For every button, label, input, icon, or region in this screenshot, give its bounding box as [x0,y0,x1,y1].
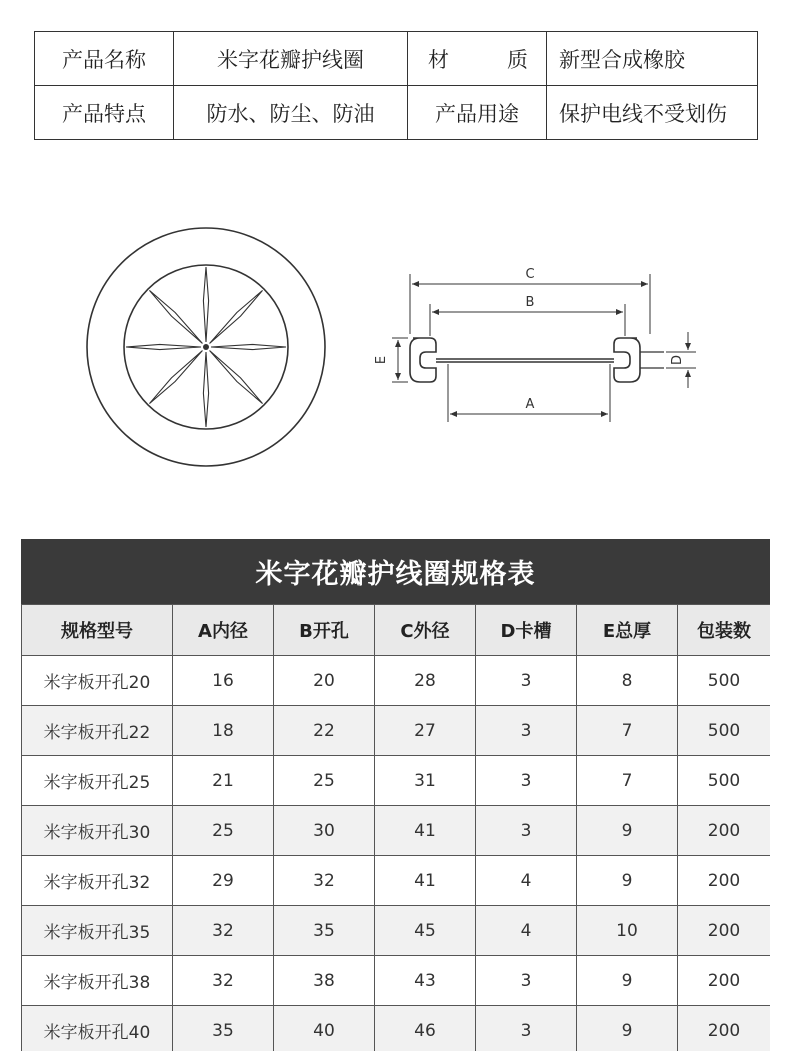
table-cell: 35 [274,906,375,956]
table-row [22,806,771,856]
center-point [203,344,209,350]
table-cell: 32 [274,856,375,906]
spec-table-body [22,656,771,1051]
table-cell: 3 [476,806,577,856]
table-cell: 4 [476,906,577,956]
header-model: 规格型号 [22,605,173,656]
table-cell: 32 [173,956,274,1006]
table-cell: 200 [678,906,771,956]
table-cell: 21 [173,756,274,806]
table-cell: 米字板开孔32 [22,856,173,906]
value-product-name: 米字花瓣护线圈 [174,32,408,86]
table-cell: 3 [476,706,577,756]
petal-slit [210,351,263,404]
left-profile [410,338,436,382]
value-usage: 保护电线不受划伤 [547,86,758,140]
label-b: B [525,295,535,310]
table-cell: 9 [577,806,678,856]
spec-table-title: 米字花瓣护线圈规格表 [21,539,770,604]
table-cell: 25 [173,806,274,856]
petal-slit [203,352,208,427]
right-profile [614,338,640,382]
table-row [22,706,771,756]
petal-slit [203,267,208,342]
table-cell: 46 [375,1006,476,1051]
table-cell: 40 [274,1006,375,1051]
table-cell: 7 [577,706,678,756]
table-cell: 20 [274,656,375,706]
header-e-thickness: E总厚 [577,605,678,656]
table-cell: 米字板开孔35 [22,906,173,956]
table-cell: 18 [173,706,274,756]
table-cell: 32 [173,906,274,956]
table-cell: 9 [577,1006,678,1051]
product-info-table [34,31,758,140]
table-cell: 4 [476,856,577,906]
table-cell: 200 [678,1006,771,1051]
header-a-inner: A内径 [173,605,274,656]
table-cell: 22 [274,706,375,756]
table-cell: 3 [476,1006,577,1051]
table-row [22,1006,771,1051]
table-cell: 16 [173,656,274,706]
petal-slit [210,290,263,343]
table-cell: 500 [678,756,771,806]
table-cell: 25 [274,756,375,806]
table-cell: 米字板开孔20 [22,656,173,706]
petal-slit [149,351,202,404]
info-row-name [35,32,758,86]
table-row [22,756,771,806]
table-cell: 7 [577,756,678,806]
table-cell: 米字板开孔30 [22,806,173,856]
table-cell: 3 [476,756,577,806]
table-cell: 41 [375,806,476,856]
table-cell: 200 [678,806,771,856]
label-material [408,32,547,86]
table-cell: 200 [678,956,771,1006]
label-product-name: 产品名称 [35,32,174,86]
header-d-groove: D卡槽 [476,605,577,656]
table-cell: 3 [476,956,577,1006]
table-cell: 35 [173,1006,274,1051]
table-cell: 30 [274,806,375,856]
table-cell: 米字板开孔38 [22,956,173,1006]
table-cell: 500 [678,706,771,756]
label-c: C [525,267,535,282]
label-e: E [374,355,389,365]
label-usage: 产品用途 [408,86,547,140]
petal-slit [211,344,286,349]
spec-table [21,604,770,1051]
value-features: 防水、防尘、防油 [174,86,408,140]
spec-header-row [22,605,771,656]
table-cell: 38 [274,956,375,1006]
label-material-part1: 材 [428,47,449,72]
dimension-labels [374,267,685,412]
label-d: D [670,354,685,366]
table-row [22,656,771,706]
table-cell: 41 [375,856,476,906]
label-material-part2: 质 [507,47,528,72]
spec-table-section [21,539,770,1051]
front-view [87,228,325,466]
table-cell: 10 [577,906,678,956]
header-pack-qty: 包装数 [678,605,771,656]
table-cell: 29 [173,856,274,906]
dimension-lines [392,274,696,422]
table-cell: 米字板开孔40 [22,1006,173,1051]
table-cell: 45 [375,906,476,956]
table-cell: 27 [375,706,476,756]
table-cell: 200 [678,856,771,906]
header-b-hole: B开孔 [274,605,375,656]
petal-slit [126,344,201,349]
grommet-diagram [0,160,790,520]
header-c-outer: C外径 [375,605,476,656]
label-features: 产品特点 [35,86,174,140]
petal-slit [149,290,202,343]
table-cell: 28 [375,656,476,706]
table-row [22,856,771,906]
table-cell: 31 [375,756,476,806]
table-cell: 8 [577,656,678,706]
table-cell: 500 [678,656,771,706]
table-cell: 9 [577,956,678,1006]
table-cell: 米字板开孔22 [22,706,173,756]
table-cell: 43 [375,956,476,1006]
table-cell: 米字板开孔25 [22,756,173,806]
info-row-features [35,86,758,140]
label-a: A [525,397,535,412]
table-cell: 9 [577,856,678,906]
value-material: 新型合成橡胶 [547,32,758,86]
table-cell: 3 [476,656,577,706]
table-row [22,906,771,956]
table-row [22,956,771,1006]
